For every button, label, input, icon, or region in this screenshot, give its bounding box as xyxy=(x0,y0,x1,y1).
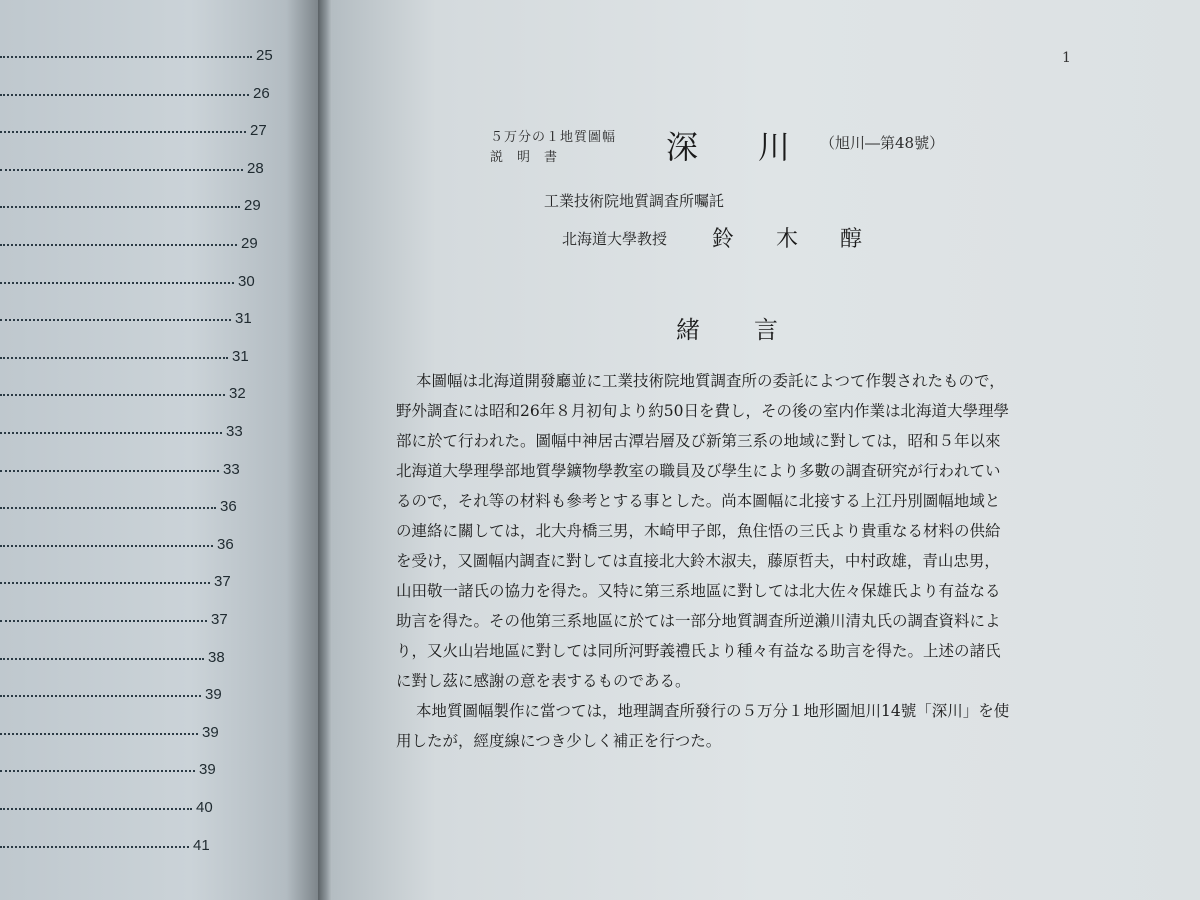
toc-leader-dots xyxy=(0,770,195,772)
text-line: るので，それ等の材料も參考とする事とした。尚本圖幅に北接する上江丹別圖幅地域と xyxy=(396,492,1001,510)
toc-row xyxy=(0,272,318,292)
toc-leader-dots xyxy=(0,56,252,58)
toc-leader-dots xyxy=(0,695,201,697)
toc-leader-dots xyxy=(0,733,198,735)
author-affiliation: 北海道大學教授 xyxy=(562,230,668,248)
sheet-title: 深川 xyxy=(666,128,851,166)
toc-row xyxy=(0,384,318,404)
toc-page-number: 37 xyxy=(211,611,228,628)
toc-leader-dots xyxy=(0,658,204,660)
map-series-label: ５万分の１地質圖幅 xyxy=(490,130,617,145)
toc-page-number: 29 xyxy=(241,235,258,252)
page-number: 1 xyxy=(1062,50,1071,66)
toc-row xyxy=(0,497,318,517)
toc-row xyxy=(0,234,318,254)
text-line: に對し茲に感謝の意を表するものである。 xyxy=(396,672,691,690)
toc-page-number: 28 xyxy=(247,160,264,177)
toc-page-number: 37 xyxy=(214,573,231,590)
toc-leader-dots xyxy=(0,808,192,810)
toc-leader-dots xyxy=(0,94,249,96)
sheet-number: （旭川―第48號） xyxy=(820,134,945,152)
paragraph-2 xyxy=(396,696,1096,756)
toc-page-number: 31 xyxy=(232,348,249,365)
toc-page-number: 41 xyxy=(193,837,210,854)
toc-row xyxy=(0,84,318,104)
toc-page-number: 29 xyxy=(244,197,261,214)
toc-leader-dots xyxy=(0,582,210,584)
toc-page-number: 33 xyxy=(223,461,240,478)
text-line: 用したが，經度線につき少しく補正を行つた。 xyxy=(396,732,722,750)
toc-row xyxy=(0,648,318,668)
toc-row xyxy=(0,535,318,555)
toc-page-number: 31 xyxy=(235,310,252,327)
text-line: 本地質圖幅製作に當つては，地理調査所發行の５万分１地形圖旭川14號「深川」を使 xyxy=(416,702,1010,720)
toc-row xyxy=(0,723,318,743)
toc-row xyxy=(0,121,318,141)
toc-row xyxy=(0,46,318,66)
text-line: 助言を得た。その他第三系地區に於ては一部分地質調査所逆瀨川清丸氏の調査資料によ xyxy=(396,612,1001,630)
text-line: 山田敬一諸氏の協力を得た。又特に第三系地區に對しては北大佐々保雄氏より有益なる xyxy=(396,582,1001,600)
toc-page-number: 36 xyxy=(220,498,237,515)
toc-page-number: 39 xyxy=(199,761,216,778)
toc-row xyxy=(0,798,318,818)
toc-page-number: 38 xyxy=(208,649,225,666)
toc-leader-dots xyxy=(0,846,189,848)
right-page xyxy=(332,0,1200,900)
commission-line: 工業技術院地質調査所囑託 xyxy=(544,192,725,210)
text-line: 部に於て行われた。圖幅中神居古潭岩層及び新第三系の地域に對しては，昭和５年以來 xyxy=(396,432,1001,450)
toc-page-number: 26 xyxy=(253,85,270,102)
toc-page-number: 40 xyxy=(196,799,213,816)
author-name: 鈴木醇 xyxy=(712,227,905,252)
toc-page-number: 33 xyxy=(226,423,243,440)
toc-page-number: 39 xyxy=(202,724,219,741)
toc-leader-dots xyxy=(0,507,216,509)
toc-row xyxy=(0,347,318,367)
toc-row xyxy=(0,309,318,329)
toc-page-number: 36 xyxy=(217,536,234,553)
toc-page-number: 27 xyxy=(250,122,267,139)
toc-leader-dots xyxy=(0,282,234,284)
toc-row xyxy=(0,572,318,592)
toc-row xyxy=(0,460,318,480)
toc-page-number: 30 xyxy=(238,273,255,290)
left-page-toc xyxy=(0,0,318,900)
body-text xyxy=(396,366,1096,756)
text-line: 北海道大學理學部地質學鑛物學教室の職員及び學生により多數の調査研究が行われてい xyxy=(396,462,1001,480)
toc-page-number: 39 xyxy=(205,686,222,703)
toc-leader-dots xyxy=(0,432,222,434)
toc-leader-dots xyxy=(0,169,243,171)
toc-leader-dots xyxy=(0,394,225,396)
toc-leader-dots xyxy=(0,357,228,359)
toc-leader-dots xyxy=(0,244,237,246)
paragraph-1 xyxy=(396,366,1096,696)
text-line: 野外調査には昭和26年８月初旬より約50日を費し，その後の室内作業は北海道大學理學 xyxy=(396,402,1009,420)
toc-leader-dots xyxy=(0,620,207,622)
text-line: 本圖幅は北海道開發廳並に工業技術院地質調査所の委託によつて作製されたもので， xyxy=(416,372,1005,390)
toc-row xyxy=(0,836,318,856)
toc-leader-dots xyxy=(0,545,213,547)
toc-leader-dots xyxy=(0,131,246,133)
toc-row xyxy=(0,159,318,179)
explanatory-text-label: 説明書 xyxy=(490,150,572,165)
toc-page-number: 32 xyxy=(229,385,246,402)
text-line: の連絡に關しては，北大舟橋三男，木崎甲子郎，魚住悟の三氏より貴重なる材料の供給 xyxy=(396,522,1001,540)
book-gutter xyxy=(318,0,332,900)
text-line: を受け，又圖幅内調査に對しては直接北大鈴木淑夫，藤原哲夫，中村政雄，青山忠男， xyxy=(396,552,1000,570)
toc-row xyxy=(0,760,318,780)
toc-leader-dots xyxy=(0,206,240,208)
toc-row xyxy=(0,422,318,442)
toc-leader-dots xyxy=(0,470,219,472)
toc-leader-dots xyxy=(0,319,231,321)
toc-page-number: 25 xyxy=(256,47,273,64)
text-line: り，又火山岩地區に對しては同所河野義禮氏より種々有益なる助言を得た。上述の諸氏 xyxy=(396,642,1001,660)
toc-row xyxy=(0,685,318,705)
toc-row xyxy=(0,196,318,216)
toc-row xyxy=(0,610,318,630)
section-heading: 緒言 xyxy=(676,316,832,344)
